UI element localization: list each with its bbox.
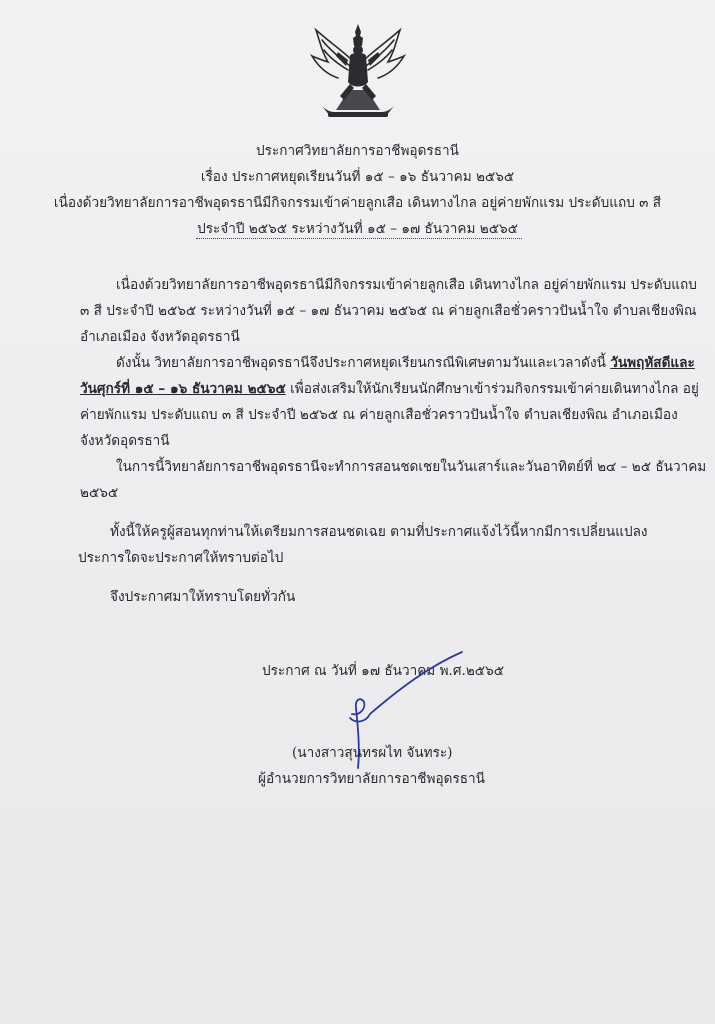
signer-name: (นางสาวสุนทรผไท จันทระ) <box>292 745 453 761</box>
announcement-subject: เรื่อง ประกาศหยุดเรียนวันที่ ๑๕ – ๑๖ ธันวาคม ๒๕๖๕ <box>200 169 515 185</box>
signature-date: ประกาศ ณ วันที่ ๑๗ ธันวาคม พ.ศ.๒๕๖๕ <box>262 663 504 679</box>
dotted-divider <box>196 238 522 239</box>
paragraph4-line1: ทั้งนี้ให้ครูผู้สอนทุกท่านให้เตรียมการสอนชดเฉย ตามที่ประกาศแจ้งไว้นี้หากมีการเปลี่ยนแปลง <box>110 524 648 540</box>
paragraph3-line1: ในการนี้วิทยาลัยการอาชีพอุดรธานีจะทำการสอนชดเชยในวันเสาร์และวันอาทิตย์ที่ ๒๔ – ๒๕ ธันวาคม <box>116 459 707 475</box>
paragraph3-line2: ๒๕๖๕ <box>80 485 119 501</box>
paragraph2-line1 <box>116 354 695 372</box>
paragraph1-line3: อำเภอเมือง จังหวัดอุดรธานี <box>80 329 240 345</box>
paragraph2-highlight: วันพฤหัสดีและ <box>610 355 695 371</box>
paragraph4-line2: ประการใดจะประกาศให้ทราบต่อไป <box>78 550 284 566</box>
paragraph1-line1: เนื่องด้วยวิทยาลัยการอาชีพอุดรธานีมีกิจกรรมเข้าค่ายลูกเสือ เดินทางไกล อยู่ค่ายพักแรม ประดับแถบ <box>116 277 697 293</box>
paragraph1-line2: ๓ สี ประจำปี ๒๕๖๕ ระหว่างวันที่ ๑๕ – ๑๗ ธันวาคม ๒๕๖๕ ณ ค่ายลูกเสือชั่วคราวปันน้ำใจ ตำบลเชียงพิณ <box>80 303 697 319</box>
announcement-reason-line2: ประจำปี ๒๕๖๕ ระหว่างวันที่ ๑๕ – ๑๗ ธันวาคม ๒๕๖๕ <box>197 221 518 237</box>
paragraph2-text: ดังนั้น วิทยาลัยการอาชีพอุดรธานีจึงประกาศหยุดเรียนกรณีพิเศษตามวันและเวลาดังนี้ <box>116 355 611 371</box>
closing-statement: จึงประกาศมาให้ทราบโดยทั่วกัน <box>110 589 296 605</box>
announcement-reason-line1: เนื่องด้วยวิทยาลัยการอาชีพอุดรธานีมีกิจกรรมเข้าค่ายลูกเสือ เดินทางไกล อยู่ค่ายพักแรม ประดับแถบ ๓ สี <box>53 195 662 211</box>
signer-position: ผู้อำนวยการวิทยาลัยการอาชีพอุดรธานี <box>258 771 485 787</box>
paragraph2-highlight-dates: วันศุกร์ที่ ๑๕ – ๑๖ ธันวาคม ๒๕๖๕ <box>80 381 286 397</box>
announcement-title: ประกาศวิทยาลัยการอาชีพอุดรธานี <box>256 143 459 159</box>
paragraph2-line3: ค่ายพักแรม ประดับแถบ ๓ สี ประจำปี ๒๕๖๕ ณ ค่ายลูกเสือชั่วคราวปันน้ำใจ ตำบลเชียงพิณ อำเภอเมือง <box>80 407 678 423</box>
paragraph2-text: เพื่อส่งเสริมให้นักเรียนนักศึกษาเข้าร่วมกิจกรรมเข้าค่ายเดินทางไกล อยู่ <box>285 381 699 397</box>
garuda-emblem-icon <box>304 22 412 122</box>
paragraph2-line4: จังหวัดอุดรธานี <box>80 433 170 449</box>
paragraph2-line2 <box>80 380 699 398</box>
